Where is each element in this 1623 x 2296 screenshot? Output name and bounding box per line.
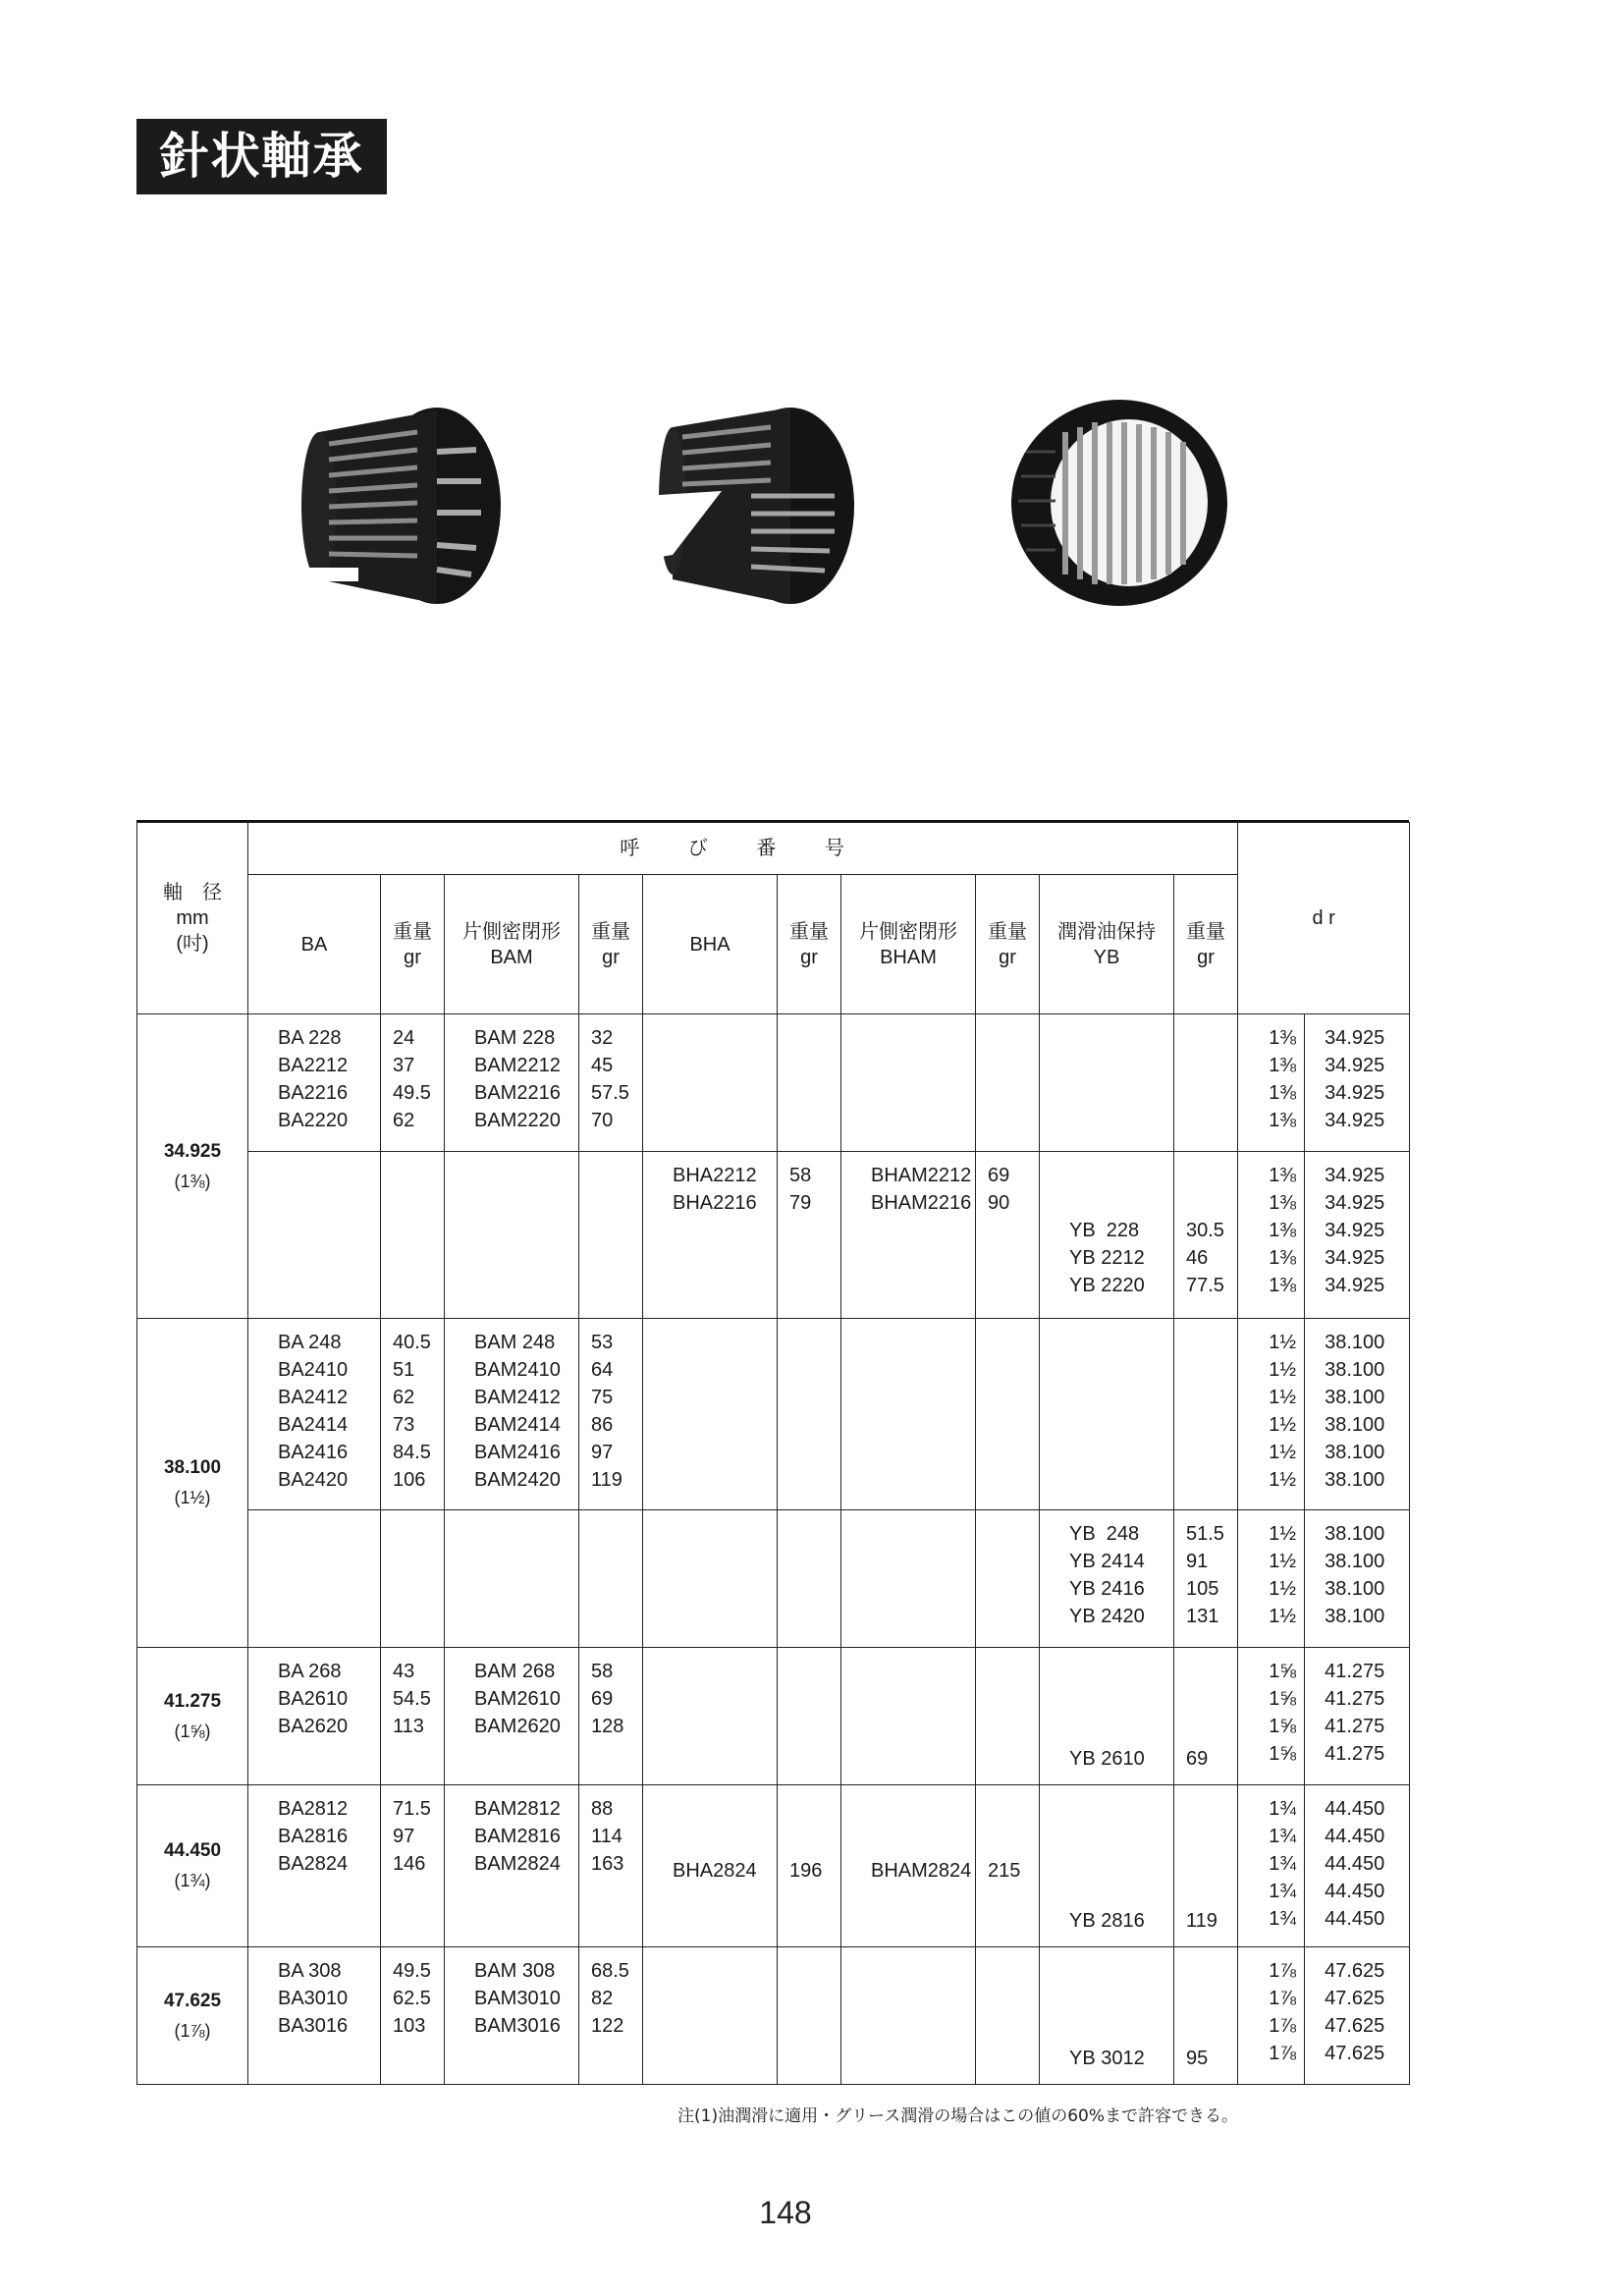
cell-line: 1½ [1269, 1387, 1297, 1408]
cell-line: 49.5 [393, 1960, 431, 1982]
bham-cell [841, 1152, 976, 1319]
cell-line: 38.100 [1325, 1523, 1385, 1545]
yb-weight-cell [1174, 1152, 1238, 1319]
cell-line: BHA2824 [673, 1860, 757, 1882]
bam-weight-cell [579, 1319, 643, 1510]
bha-weight-cell [778, 1510, 841, 1648]
bam-header: 片側密閉形 BAM [445, 875, 579, 1014]
cell-line: 51.5 [1186, 1523, 1224, 1545]
cell-line: 77.5 [1186, 1275, 1224, 1296]
cell-line: 103 [393, 2015, 426, 2037]
dr-mm-cell [1305, 1152, 1410, 1319]
cell-line: 38.100 [1325, 1414, 1385, 1436]
cell-line: 1⅜ [1269, 1110, 1297, 1131]
cell-line: 34.925 [1325, 1165, 1385, 1186]
shaft-diameter-header: 軸 径 mm (吋) [137, 823, 248, 1014]
cell-line: 1⅜ [1269, 1055, 1297, 1076]
cell-line: 69 [591, 1688, 614, 1710]
cell-line: 1⅝ [1269, 1743, 1297, 1765]
bha-weight-cell [778, 1785, 841, 1947]
cell-line: 1½ [1269, 1551, 1297, 1572]
cell-line: BA2216 [278, 1082, 349, 1104]
cell-line: 44.450 [1325, 1798, 1385, 1820]
cell-line: 1½ [1269, 1523, 1297, 1545]
cell-line: BAM2216 [474, 1082, 561, 1104]
shaft-mm: 41.275 [163, 1690, 222, 1712]
bam-weight-cell [579, 1648, 643, 1785]
bha-cell [643, 1947, 778, 2085]
cell-line: 44.450 [1325, 1826, 1385, 1847]
cell-line: BAM3010 [474, 1988, 561, 2009]
cell-line: BA2410 [278, 1359, 349, 1381]
dr-mm-cell [1305, 1510, 1410, 1648]
cell-line: 97 [393, 1826, 415, 1847]
ba-weight-header: 重量 gr [381, 875, 445, 1014]
shaft-inch: (1⅝) [174, 1721, 211, 1741]
cell-line: 30.5 [1186, 1220, 1224, 1241]
cell-line: BAM2816 [474, 1826, 561, 1847]
cell-line: 44.450 [1325, 1908, 1385, 1930]
cell-line: BAM2410 [474, 1359, 561, 1381]
table-row [137, 1014, 1410, 1152]
cell-line: 38.100 [1325, 1469, 1385, 1491]
yb-cell [1040, 1947, 1174, 2085]
ba-cell [248, 1319, 381, 1510]
cell-line: BA2816 [278, 1826, 349, 1847]
table-row [137, 1785, 1410, 1947]
bham-weight-cell [976, 1319, 1040, 1510]
table-row [137, 1947, 1410, 2085]
cell-line: 73 [393, 1414, 415, 1436]
bha-weight-cell [778, 1648, 841, 1785]
cell-line: 1½ [1269, 1606, 1297, 1627]
bha-cell [643, 1785, 778, 1947]
shaft-inch: (1⅞) [174, 2020, 211, 2041]
cell-line: 43 [393, 1661, 415, 1682]
cell-line: 122 [591, 2015, 624, 2037]
bham-weight-cell [976, 1785, 1040, 1947]
shaft-inch: (1¾) [174, 1871, 211, 1890]
cell-line: 119 [1186, 1910, 1217, 1932]
bam-cell [445, 1648, 579, 1785]
cell-line: BAM2824 [474, 1853, 561, 1875]
bham-cell [841, 1648, 976, 1785]
cell-line: 34.925 [1325, 1220, 1385, 1241]
cell-line: 62.5 [393, 1988, 431, 2009]
cell-line: BAM3016 [474, 2015, 561, 2037]
ba-header: BA [248, 875, 381, 1014]
yb-weight-cell [1174, 1947, 1238, 2085]
cell-line: 196 [789, 1860, 823, 1882]
ba-cell [248, 1510, 381, 1648]
cell-line: 82 [591, 1988, 614, 2009]
cell-line: BA3010 [278, 1988, 349, 2009]
cell-line: 47.625 [1325, 2015, 1385, 2037]
dr-mm-cell [1305, 1785, 1410, 1947]
cell-line: 57.5 [591, 1082, 629, 1104]
cell-line: YB 248 [1069, 1523, 1140, 1545]
cell-line: 38.100 [1325, 1442, 1385, 1463]
bham-cell [841, 1014, 976, 1152]
cell-line: 62 [393, 1110, 415, 1131]
bham-cell [841, 1785, 976, 1947]
dr-inch-cell [1238, 1648, 1305, 1785]
cell-line: YB 2610 [1069, 1748, 1145, 1770]
cell-line: 58 [789, 1165, 812, 1186]
cell-line: 1½ [1269, 1442, 1297, 1463]
bearing-yb-image [997, 393, 1232, 614]
cell-line: BAM2220 [474, 1110, 561, 1131]
cell-line: BHA2212 [673, 1165, 757, 1186]
cell-line: 62 [393, 1387, 415, 1408]
yb-cell [1040, 1648, 1174, 1785]
yb-weight-cell [1174, 1014, 1238, 1152]
cell-line: BA2620 [278, 1716, 349, 1737]
cell-line: 47.625 [1325, 1960, 1385, 1982]
shaft-mm: 38.100 [163, 1457, 222, 1478]
bam-cell [445, 1152, 579, 1319]
cell-line: BAM2212 [474, 1055, 561, 1076]
cell-line: YB 228 [1069, 1220, 1140, 1241]
cell-line: 41.275 [1325, 1688, 1385, 1710]
cell-line: 84.5 [393, 1442, 431, 1463]
cell-line: 113 [393, 1716, 424, 1737]
ba-weight-cell [381, 1947, 445, 2085]
cell-line: BA2420 [278, 1469, 349, 1491]
bha-weight-cell [778, 1319, 841, 1510]
cell-line: 1½ [1269, 1578, 1297, 1600]
cell-line: 68.5 [591, 1960, 629, 1982]
bha-cell [643, 1014, 778, 1152]
shaft-diameter-cell [137, 1947, 248, 2085]
bha-weight-cell [778, 1152, 841, 1319]
cell-line: 38.100 [1325, 1606, 1385, 1627]
cell-line: BAM2420 [474, 1469, 561, 1491]
bha-weight-cell [778, 1947, 841, 2085]
cell-line: 131 [1186, 1606, 1219, 1627]
yb-weight-cell [1174, 1510, 1238, 1648]
cell-line: 70 [591, 1110, 614, 1131]
ba-cell [248, 1152, 381, 1319]
cell-line: BAM 308 [474, 1960, 556, 1982]
cell-line: 41.275 [1325, 1661, 1385, 1682]
bam-weight-cell [579, 1510, 643, 1648]
cell-line: 128 [591, 1716, 624, 1737]
dr-mm-cell [1305, 1648, 1410, 1785]
cell-line: 86 [591, 1414, 614, 1436]
cell-line: BHAM2216 [871, 1192, 972, 1214]
shaft-mm: 47.625 [163, 1990, 222, 2011]
cell-line: 1⅞ [1269, 2015, 1297, 2037]
dr-mm-cell [1305, 1014, 1410, 1152]
dr-inch-cell [1238, 1510, 1305, 1648]
bam-cell [445, 1947, 579, 2085]
shaft-mm: 34.925 [163, 1140, 222, 1162]
cell-line: 45 [591, 1055, 614, 1076]
yb-cell [1040, 1014, 1174, 1152]
bham-cell [841, 1510, 976, 1648]
page-title: 針状軸承 [136, 119, 387, 194]
cell-line: 47.625 [1325, 2043, 1385, 2064]
cell-line: 34.925 [1325, 1192, 1385, 1214]
cell-line: 1¾ [1269, 1853, 1297, 1875]
cell-line: 34.925 [1325, 1275, 1385, 1296]
bam-weight-cell [579, 1152, 643, 1319]
cell-line: BAM2412 [474, 1387, 561, 1408]
bam-weight-header: 重量 gr [579, 875, 643, 1014]
bam-cell [445, 1510, 579, 1648]
bearing-bha-image [643, 398, 859, 619]
yb-cell [1040, 1152, 1174, 1319]
cell-line: 34.925 [1325, 1055, 1385, 1076]
cell-line: 44.450 [1325, 1853, 1385, 1875]
shaft-inch: (1½) [174, 1488, 211, 1507]
dr-mm-cell [1305, 1947, 1410, 2085]
bam-weight-cell [579, 1947, 643, 2085]
bham-cell [841, 1947, 976, 2085]
bearing-table [136, 822, 1409, 2085]
cell-line: 1¾ [1269, 1826, 1297, 1847]
dr-inch-cell [1238, 1785, 1305, 1947]
cell-line: 1½ [1269, 1469, 1297, 1491]
cell-line: 51 [393, 1359, 415, 1381]
cell-line: 1⅜ [1269, 1027, 1297, 1049]
cell-line: BA 228 [278, 1027, 342, 1049]
cell-line: 34.925 [1325, 1247, 1385, 1269]
footnote: 注(1)油潤滑に適用・グリース潤滑の場合はこの値の60%まで許容できる。 [677, 2106, 1239, 2126]
cell-line: 114 [591, 1826, 622, 1847]
yb-weight-cell [1174, 1319, 1238, 1510]
cell-line: 119 [591, 1469, 622, 1491]
ba-cell [248, 1785, 381, 1947]
dr-header: d r [1238, 823, 1410, 1014]
dr-inch-cell [1238, 1947, 1305, 2085]
cell-line: BA 308 [278, 1960, 342, 1982]
bham-weight-cell [976, 1510, 1040, 1648]
cell-line: 34.925 [1325, 1110, 1385, 1131]
cell-line: YB 2420 [1069, 1606, 1145, 1627]
ba-cell [248, 1014, 381, 1152]
cell-line: 53 [591, 1332, 614, 1353]
cell-line: 38.100 [1325, 1387, 1385, 1408]
cell-line: 69 [988, 1165, 1010, 1186]
cell-line: BAM2610 [474, 1688, 561, 1710]
cell-line: YB 3012 [1069, 2048, 1145, 2069]
shaft-diameter-cell [137, 1785, 248, 1947]
bham-weight-cell [976, 1648, 1040, 1785]
table-row [137, 1510, 1410, 1648]
ba-cell [248, 1947, 381, 2085]
cell-line: 1½ [1269, 1414, 1297, 1436]
table-row [137, 1319, 1410, 1510]
cell-line: BAM 268 [474, 1661, 556, 1682]
dr-mm-cell [1305, 1319, 1410, 1510]
cell-line: YB 2414 [1069, 1551, 1145, 1572]
cell-line: BA 248 [278, 1332, 342, 1353]
shaft-diameter-cell [137, 1014, 248, 1319]
cell-line: 38.100 [1325, 1359, 1385, 1381]
cell-line: 41.275 [1325, 1743, 1385, 1765]
bha-cell [643, 1152, 778, 1319]
cell-line: 1¾ [1269, 1908, 1297, 1930]
cell-line: BA2412 [278, 1387, 349, 1408]
bham-weight-cell [976, 1014, 1040, 1152]
cell-line: 1⅞ [1269, 1960, 1297, 1982]
ba-weight-cell [381, 1152, 445, 1319]
yb-header: 潤滑油保持 YB [1040, 875, 1174, 1014]
cell-line: YB 2212 [1069, 1247, 1145, 1269]
dr-inch-cell [1238, 1319, 1305, 1510]
cell-line: 1⅝ [1269, 1661, 1297, 1682]
cell-line: 44.450 [1325, 1881, 1385, 1902]
cell-line: 97 [591, 1442, 614, 1463]
cell-line: 46 [1186, 1247, 1209, 1269]
yb-cell [1040, 1319, 1174, 1510]
cell-line: 215 [988, 1860, 1021, 1882]
cell-line: 1⅞ [1269, 2043, 1297, 2064]
cell-line: 75 [591, 1387, 614, 1408]
cell-line: 90 [988, 1192, 1010, 1214]
bham-header: 片側密閉形 BHAM [841, 875, 976, 1014]
cell-line: 38.100 [1325, 1578, 1385, 1600]
cell-line: BA2220 [278, 1110, 349, 1131]
cell-line: 37 [393, 1055, 415, 1076]
yb-weight-cell [1174, 1785, 1238, 1947]
cell-line: 41.275 [1325, 1716, 1385, 1737]
cell-line: 58 [591, 1661, 614, 1682]
cell-line: 1½ [1269, 1359, 1297, 1381]
bha-cell [643, 1510, 778, 1648]
cell-line: 1⅜ [1269, 1165, 1297, 1186]
cell-line: 88 [591, 1798, 614, 1820]
cell-line: BA2414 [278, 1414, 349, 1436]
cell-line: BAM2416 [474, 1442, 561, 1463]
cell-line: 38.100 [1325, 1551, 1385, 1572]
cell-line: 1⅜ [1269, 1247, 1297, 1269]
cell-line: BA2416 [278, 1442, 349, 1463]
cell-line: 32 [591, 1027, 614, 1049]
cell-line: 34.925 [1325, 1027, 1385, 1049]
ba-weight-cell [381, 1014, 445, 1152]
ba-weight-cell [381, 1785, 445, 1947]
yb-cell [1040, 1785, 1174, 1947]
shaft-mm: 44.450 [163, 1840, 222, 1861]
cell-line: 1⅜ [1269, 1082, 1297, 1104]
page-number: 148 [759, 2195, 812, 2230]
cell-line: BA 268 [278, 1661, 342, 1682]
cell-line: 34.925 [1325, 1082, 1385, 1104]
yb-cell [1040, 1510, 1174, 1648]
shaft-diameter-cell [137, 1648, 248, 1785]
bham-weight-header: 重量 gr [976, 875, 1040, 1014]
cell-line: YB 2416 [1069, 1578, 1145, 1600]
cell-line: 1⅜ [1269, 1192, 1297, 1214]
cell-line: 49.5 [393, 1082, 431, 1104]
cell-line: BA2610 [278, 1688, 349, 1710]
cell-line: 105 [1186, 1578, 1219, 1600]
ba-cell [248, 1648, 381, 1785]
cell-line: 1⅞ [1269, 1988, 1297, 2009]
cell-line: BAM2620 [474, 1716, 561, 1737]
cell-line: BA2824 [278, 1853, 349, 1875]
cell-line: 54.5 [393, 1688, 431, 1710]
cell-line: YB 2220 [1069, 1275, 1145, 1296]
designation-header: 呼 び 番 号 [248, 823, 1238, 875]
cell-line: 1⅜ [1269, 1275, 1297, 1296]
cell-line: BA3016 [278, 2015, 349, 2037]
cell-line: BAM2812 [474, 1798, 561, 1820]
cell-line: BA2812 [278, 1798, 349, 1820]
bham-weight-cell [976, 1947, 1040, 2085]
cell-line: 1⅝ [1269, 1716, 1297, 1737]
cell-line: 79 [789, 1192, 812, 1214]
bha-cell [643, 1319, 778, 1510]
cell-line: BHAM2824 [871, 1860, 972, 1882]
ba-weight-cell [381, 1648, 445, 1785]
cell-line: 47.625 [1325, 1988, 1385, 2009]
cell-line: 1¾ [1269, 1881, 1297, 1902]
shaft-inch: (1⅜) [174, 1171, 211, 1191]
bam-cell [445, 1785, 579, 1947]
cell-line: BA2212 [278, 1055, 349, 1076]
yb-weight-cell [1174, 1648, 1238, 1785]
bearing-ba-image [280, 403, 506, 629]
cell-line: YB 2816 [1069, 1910, 1145, 1932]
dr-inch-cell [1238, 1014, 1305, 1152]
cell-line: 1¾ [1269, 1798, 1297, 1820]
cell-line: 24 [393, 1027, 415, 1049]
shaft-diameter-cell [137, 1319, 248, 1648]
cell-line: 106 [393, 1469, 426, 1491]
bha-header: BHA [643, 875, 778, 1014]
cell-line: BAM 228 [474, 1027, 556, 1049]
bham-weight-cell [976, 1152, 1040, 1319]
cell-line: BHAM2212 [871, 1165, 972, 1186]
cell-line: BAM 248 [474, 1332, 556, 1353]
cell-line: 91 [1186, 1551, 1209, 1572]
cell-line: 163 [591, 1853, 624, 1875]
cell-line: BHA2216 [673, 1192, 757, 1214]
bha-weight-header: 重量 gr [778, 875, 841, 1014]
cell-line: 95 [1186, 2048, 1209, 2069]
cell-line: 69 [1186, 1748, 1209, 1770]
cell-line: 38.100 [1325, 1332, 1385, 1353]
cell-line: 1⅜ [1269, 1220, 1297, 1241]
cell-line: 64 [591, 1359, 614, 1381]
bam-cell [445, 1014, 579, 1152]
table-row [137, 1152, 1410, 1319]
cell-line: 1⅝ [1269, 1688, 1297, 1710]
bam-weight-cell [579, 1785, 643, 1947]
bha-cell [643, 1648, 778, 1785]
cell-line: 71.5 [393, 1798, 431, 1820]
bha-weight-cell [778, 1014, 841, 1152]
ba-weight-cell [381, 1510, 445, 1648]
dr-inch-cell [1238, 1152, 1305, 1319]
cell-line: 146 [393, 1853, 426, 1875]
yb-weight-header: 重量 gr [1174, 875, 1238, 1014]
bam-weight-cell [579, 1014, 643, 1152]
table-row [137, 1648, 1410, 1785]
cell-line: 1½ [1269, 1332, 1297, 1353]
bam-cell [445, 1319, 579, 1510]
bham-cell [841, 1319, 976, 1510]
ba-weight-cell [381, 1319, 445, 1510]
cell-line: BAM2414 [474, 1414, 561, 1436]
cell-line: 40.5 [393, 1332, 431, 1353]
